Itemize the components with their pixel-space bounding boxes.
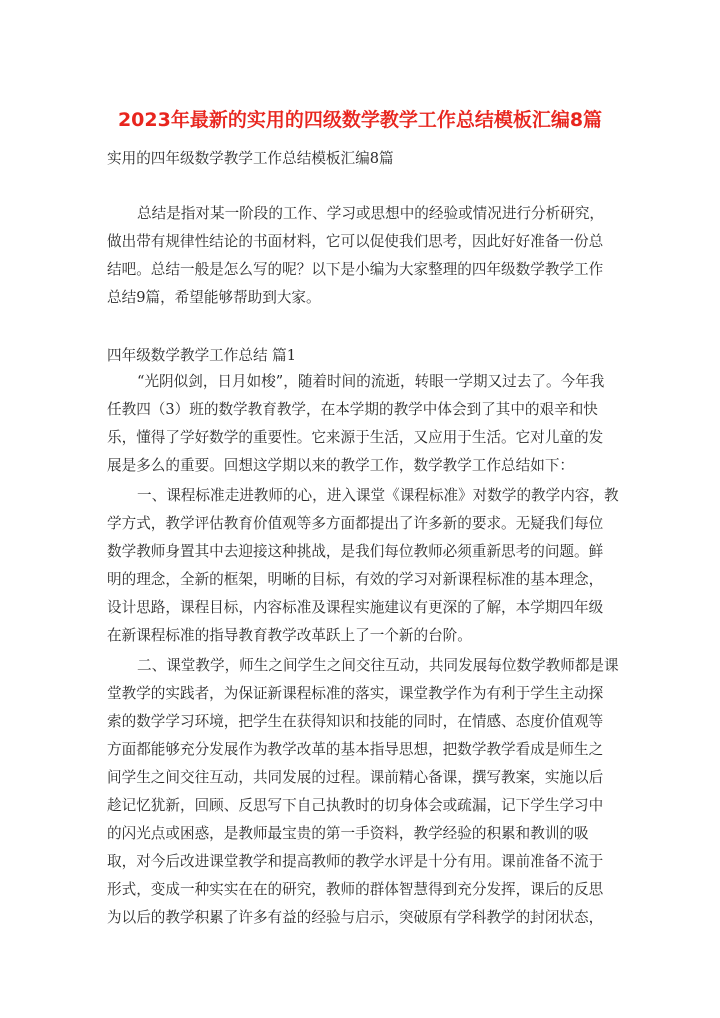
body-paragraph-1 <box>107 368 617 480</box>
intro-line: 总结9篇，希望能够帮助到大家。 <box>107 289 321 306</box>
paragraph-line: 设计思路，课程目标，内容标准及课程实施建议有更深的了解，本学期四年级 <box>107 599 604 616</box>
paragraph-line: 在新课程标准的指导教育教学改革跃上了一个新的台阶。 <box>107 627 472 644</box>
paragraph-line: 学方式，教学评估教育价值观等多方面都提出了许多新的要求。无疑我们每位 <box>107 515 604 532</box>
paragraph-line: 间学生之间交往互动，共同发展的过程。课前精心备课，撰写教案，实施以后 <box>107 769 604 786</box>
section-heading: 四年级数学教学工作总结 篇1 <box>107 347 297 364</box>
intro-paragraph <box>107 200 617 312</box>
paragraph-line: 展是多么的重要。回想这学期以来的教学工作，数学教学工作总结如下： <box>107 457 575 474</box>
paragraph-line: 明的理念，全新的框架，明晰的目标，有效的学习对新课程标准的基本理念， <box>107 571 604 588</box>
paragraph-line: 数学教师身置其中去迎接这种挑战，是我们每位教师必须重新思考的问题。鲜 <box>107 543 604 560</box>
intro-line: 总结是指对某一阶段的工作、学习或思想中的经验或情况进行分析研究， <box>137 205 605 222</box>
paragraph-line: 乐，懂得了学好数学的重要性。它来源于生活，又应用于生活。它对儿童的发 <box>107 429 604 446</box>
body-paragraph-3 <box>107 652 617 932</box>
paragraph-line: 方面都能够充分发展作为教学改革的基本指导思想，把数学教学看成是师生之 <box>107 741 604 758</box>
intro-line: 做出带有规律性结论的书面材料，它可以促使我们思考，因此好好准备一份总 <box>107 233 604 250</box>
paragraph-line: 索的数学学习环境，把学生在获得知识和技能的同时，在情感、态度价值观等 <box>107 713 604 730</box>
intro-line: 结吧。总结一般是怎么写的呢？以下是小编为大家整理的四年级数学教学工作 <box>107 261 604 278</box>
paragraph-line: 一、课程标准走进教师的心，进入课堂《课程标准》对数学的教学内容，教 <box>137 487 619 504</box>
paragraph-line: 堂教学的实践者，为保证新课程标准的落实，课堂教学作为有利于学生主动探 <box>107 685 604 702</box>
paragraph-line: 的闪光点或困惑，是教师最宝贵的第一手资料，教学经验的积累和教训的吸 <box>107 825 589 842</box>
paragraph-line: “光阴似剑，日月如梭”，随着时间的流逝，转眼一学期又过去了。今年我 <box>137 373 605 390</box>
paragraph-line: 形式，变成一种实实在在的研究，教师的群体智慧得到充分发挥，课后的反思 <box>107 881 604 898</box>
paragraph-line: 趁记忆犹新，回顾、反思写下自己执教时的切身体会或疏漏，记下学生学习中 <box>107 797 604 814</box>
paragraph-line: 取，对今后改进课堂教学和提高教师的教学水评是十分有用。课前准备不流于 <box>107 853 604 870</box>
body-paragraph-2 <box>107 482 617 650</box>
document-subtitle: 实用的四年级数学教学工作总结模板汇编8篇 <box>107 150 394 167</box>
document-title: 2023年最新的实用的四级数学教学工作总结模板汇编8篇 <box>117 109 603 131</box>
section-body <box>107 368 617 932</box>
paragraph-line: 任教四（3）班的数学教育教学，在本学期的教学中体会到了其中的艰辛和快 <box>107 401 598 418</box>
paragraph-line: 二、课堂教学，师生之间学生之间交往互动，共同发展每位数学教师都是课 <box>137 657 619 674</box>
paragraph-line: 为以后的教学积累了许多有益的经验与启示，突破原有学科教学的封闭状态， <box>107 909 604 926</box>
